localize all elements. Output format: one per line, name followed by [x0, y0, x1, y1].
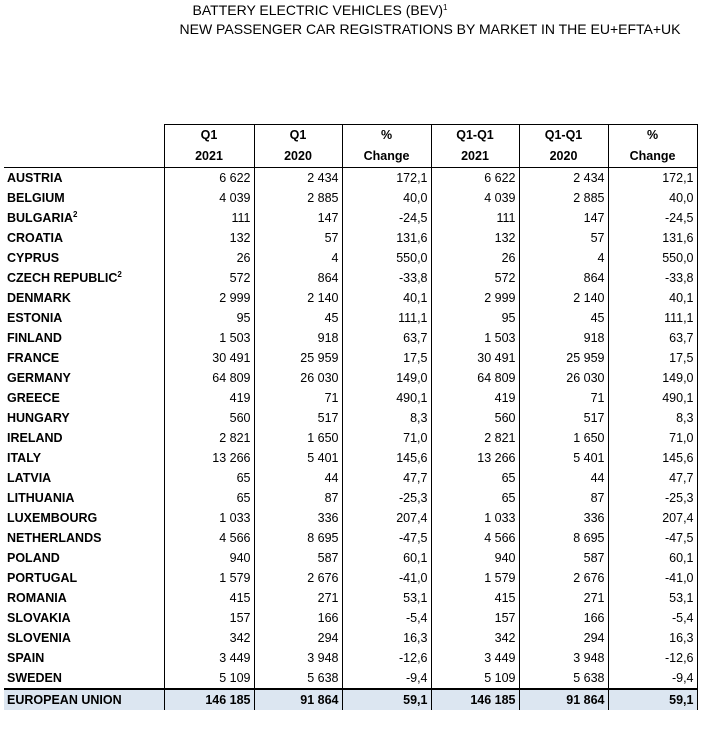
value-cell: 71,0: [608, 428, 697, 448]
value-cell: 336: [519, 508, 608, 528]
country-cell: [4, 668, 164, 689]
value-cell: 415: [164, 588, 254, 608]
value-cell: 560: [431, 408, 519, 428]
col-header-bottom: 2020: [254, 146, 342, 168]
value-cell: 419: [431, 388, 519, 408]
value-cell: 3 948: [519, 648, 608, 668]
value-cell: 2 999: [164, 288, 254, 308]
country-name: IRELAND: [7, 431, 63, 445]
value-cell: 40,0: [342, 188, 431, 208]
value-cell: 2 821: [431, 428, 519, 448]
table-row: [4, 668, 697, 689]
country-cell: [4, 208, 164, 228]
table-row: [4, 648, 697, 668]
country-name: EUROPEAN UNION: [7, 693, 122, 707]
value-cell: 60,1: [608, 548, 697, 568]
value-cell: 336: [254, 508, 342, 528]
col-header-bottom: Change: [608, 146, 697, 168]
table-row: [4, 208, 697, 228]
country-cell: [4, 368, 164, 388]
value-cell: 65: [431, 488, 519, 508]
table-row: [4, 628, 697, 648]
value-cell: 44: [519, 468, 608, 488]
table-row: [4, 368, 697, 388]
value-cell: 44: [254, 468, 342, 488]
value-cell: 64 809: [164, 368, 254, 388]
country-cell: [4, 328, 164, 348]
value-cell: -5,4: [342, 608, 431, 628]
value-cell: 6 622: [164, 168, 254, 189]
value-cell: 4 566: [164, 528, 254, 548]
country-cell: [4, 508, 164, 528]
country-cell: [4, 288, 164, 308]
value-cell: 30 491: [164, 348, 254, 368]
country-name: NETHERLANDS: [7, 531, 102, 545]
country-name: AUSTRIA: [7, 171, 63, 185]
value-cell: 91 864: [254, 689, 342, 710]
table-row: [4, 608, 697, 628]
value-cell: 111,1: [342, 308, 431, 328]
country-cell: [4, 168, 164, 189]
value-cell: 40,1: [342, 288, 431, 308]
header-blank: [4, 125, 164, 147]
value-cell: 26: [164, 248, 254, 268]
value-cell: 16,3: [342, 628, 431, 648]
value-cell: 145,6: [608, 448, 697, 468]
value-cell: 550,0: [342, 248, 431, 268]
value-cell: 26 030: [254, 368, 342, 388]
country-name: GREECE: [7, 391, 60, 405]
value-cell: 40,1: [608, 288, 697, 308]
country-name: BELGIUM: [7, 191, 65, 205]
value-cell: 111: [164, 208, 254, 228]
value-cell: 517: [519, 408, 608, 428]
title-footnote-mark: 1: [443, 3, 448, 12]
country-name: LITHUANIA: [7, 491, 75, 505]
country-cell: [4, 408, 164, 428]
value-cell: 8,3: [608, 408, 697, 428]
value-cell: 59,1: [608, 689, 697, 710]
country-cell: [4, 608, 164, 628]
value-cell: 26 030: [519, 368, 608, 388]
value-cell: 2 140: [519, 288, 608, 308]
country-cell: [4, 388, 164, 408]
value-cell: 47,7: [608, 468, 697, 488]
country-name: DENMARK: [7, 291, 71, 305]
value-cell: 490,1: [342, 388, 431, 408]
value-cell: 111,1: [608, 308, 697, 328]
country-cell: [4, 528, 164, 548]
value-cell: 57: [519, 228, 608, 248]
table-row: [4, 228, 697, 248]
value-cell: 490,1: [608, 388, 697, 408]
value-cell: 63,7: [608, 328, 697, 348]
value-cell: 13 266: [164, 448, 254, 468]
value-cell: 2 821: [164, 428, 254, 448]
col-header-bottom: 2021: [164, 146, 254, 168]
value-cell: 131,6: [608, 228, 697, 248]
table-row: [4, 488, 697, 508]
value-cell: 25 959: [519, 348, 608, 368]
footnote-mark: 2: [117, 270, 122, 279]
value-cell: 572: [431, 268, 519, 288]
country-name: LUXEMBOURG: [7, 511, 98, 525]
table-row: [4, 408, 697, 428]
country-cell: [4, 568, 164, 588]
table-row: [4, 568, 697, 588]
value-cell: 166: [254, 608, 342, 628]
country-name: SLOVENIA: [7, 631, 71, 645]
table-row: [4, 268, 697, 288]
value-cell: 17,5: [342, 348, 431, 368]
value-cell: 59,1: [342, 689, 431, 710]
value-cell: 587: [519, 548, 608, 568]
country-name: GERMANY: [7, 371, 71, 385]
value-cell: 864: [519, 268, 608, 288]
value-cell: 1 503: [431, 328, 519, 348]
value-cell: 40,0: [608, 188, 697, 208]
title-line-1: [90, 2, 550, 18]
value-cell: 71,0: [342, 428, 431, 448]
country-name: PORTUGAL: [7, 571, 78, 585]
value-cell: 342: [431, 628, 519, 648]
value-cell: 1 033: [431, 508, 519, 528]
value-cell: -9,4: [608, 668, 697, 689]
value-cell: -41,0: [608, 568, 697, 588]
value-cell: 271: [254, 588, 342, 608]
value-cell: 8 695: [254, 528, 342, 548]
value-cell: 5 638: [254, 668, 342, 689]
value-cell: 560: [164, 408, 254, 428]
value-cell: 918: [519, 328, 608, 348]
value-cell: 4 039: [164, 188, 254, 208]
table-row: [4, 528, 697, 548]
value-cell: 2 885: [254, 188, 342, 208]
value-cell: 1 033: [164, 508, 254, 528]
value-cell: 132: [164, 228, 254, 248]
value-cell: -12,6: [608, 648, 697, 668]
value-cell: 146 185: [164, 689, 254, 710]
value-cell: 71: [519, 388, 608, 408]
country-name: SPAIN: [7, 651, 45, 665]
country-name: ITALY: [7, 451, 42, 465]
col-header-top: Q1: [254, 125, 342, 147]
value-cell: 415: [431, 588, 519, 608]
value-cell: -24,5: [342, 208, 431, 228]
country-name: SLOVAKIA: [7, 611, 71, 625]
value-cell: 6 622: [431, 168, 519, 189]
value-cell: 111: [431, 208, 519, 228]
value-cell: 4 039: [431, 188, 519, 208]
col-header-top: %: [608, 125, 697, 147]
country-cell: [4, 188, 164, 208]
footnote-mark: 2: [72, 210, 78, 219]
value-cell: 1 503: [164, 328, 254, 348]
col-header-bottom: 2020: [519, 146, 608, 168]
value-cell: 60,1: [342, 548, 431, 568]
value-cell: 2 140: [254, 288, 342, 308]
title-line-2: NEW PASSENGER CAR REGISTRATIONS BY MARKET IN THE EU+EFTA+UK: [179, 21, 681, 37]
value-cell: -25,3: [608, 488, 697, 508]
value-cell: 918: [254, 328, 342, 348]
value-cell: 207,4: [342, 508, 431, 528]
value-cell: 207,4: [608, 508, 697, 528]
value-cell: 2 885: [519, 188, 608, 208]
value-cell: -12,6: [342, 648, 431, 668]
value-cell: 5 109: [164, 668, 254, 689]
value-cell: 294: [254, 628, 342, 648]
value-cell: 3 449: [431, 648, 519, 668]
value-cell: 4: [254, 248, 342, 268]
header-row-top: [4, 125, 697, 147]
table-row: [4, 468, 697, 488]
value-cell: 53,1: [342, 588, 431, 608]
value-cell: 147: [254, 208, 342, 228]
value-cell: 2 999: [431, 288, 519, 308]
country-cell: [4, 308, 164, 328]
value-cell: 572: [164, 268, 254, 288]
value-cell: 149,0: [608, 368, 697, 388]
value-cell: 95: [431, 308, 519, 328]
value-cell: 87: [519, 488, 608, 508]
country-name: POLAND: [7, 551, 60, 565]
table-row: [4, 288, 697, 308]
table-row: [4, 308, 697, 328]
country-cell: [4, 448, 164, 468]
country-cell: [4, 689, 164, 710]
value-cell: 45: [254, 308, 342, 328]
value-cell: 940: [431, 548, 519, 568]
value-cell: -47,5: [608, 528, 697, 548]
table-row: [4, 188, 697, 208]
country-cell: [4, 488, 164, 508]
value-cell: 1 650: [519, 428, 608, 448]
table-row: [4, 328, 697, 348]
value-cell: 517: [254, 408, 342, 428]
country-cell: [4, 248, 164, 268]
value-cell: 87: [254, 488, 342, 508]
value-cell: 132: [431, 228, 519, 248]
country-name: ROMANIA: [7, 591, 67, 605]
value-cell: 864: [254, 268, 342, 288]
value-cell: 63,7: [342, 328, 431, 348]
value-cell: 5 401: [254, 448, 342, 468]
col-header-top: Q1-Q1: [431, 125, 519, 147]
value-cell: 65: [164, 468, 254, 488]
value-cell: 8,3: [342, 408, 431, 428]
total-row: [4, 689, 697, 710]
value-cell: 71: [254, 388, 342, 408]
country-cell: [4, 428, 164, 448]
value-cell: 1 650: [254, 428, 342, 448]
value-cell: 172,1: [342, 168, 431, 189]
table-row: [4, 508, 697, 528]
value-cell: 587: [254, 548, 342, 568]
country-name: HUNGARY: [7, 411, 70, 425]
country-cell: [4, 348, 164, 368]
value-cell: 342: [164, 628, 254, 648]
value-cell: 166: [519, 608, 608, 628]
value-cell: 57: [254, 228, 342, 248]
value-cell: -41,0: [342, 568, 431, 588]
value-cell: 1 579: [164, 568, 254, 588]
value-cell: -47,5: [342, 528, 431, 548]
country-name: CZECH REPUBLIC: [7, 271, 118, 285]
table-row: [4, 588, 697, 608]
country-name: ESTONIA: [7, 311, 63, 325]
value-cell: 26: [431, 248, 519, 268]
value-cell: 5 109: [431, 668, 519, 689]
country-name: LATVIA: [7, 471, 52, 485]
table-body: [4, 168, 697, 711]
header-blank: [4, 146, 164, 168]
value-cell: 5 401: [519, 448, 608, 468]
col-header-top: %: [342, 125, 431, 147]
country-name: FINLAND: [7, 331, 62, 345]
value-cell: -25,3: [342, 488, 431, 508]
country-cell: [4, 628, 164, 648]
country-name: FRANCE: [7, 351, 60, 365]
country-cell: [4, 548, 164, 568]
country-name: CYPRUS: [7, 251, 60, 265]
country-cell: [4, 468, 164, 488]
table-row: [4, 348, 697, 368]
value-cell: 2 434: [519, 168, 608, 189]
value-cell: 64 809: [431, 368, 519, 388]
value-cell: 131,6: [342, 228, 431, 248]
value-cell: -33,8: [342, 268, 431, 288]
value-cell: 294: [519, 628, 608, 648]
country-cell: [4, 228, 164, 248]
value-cell: 157: [431, 608, 519, 628]
country-cell: [4, 588, 164, 608]
country-cell: [4, 268, 164, 288]
value-cell: 147: [519, 208, 608, 228]
table-row: [4, 548, 697, 568]
col-header-bottom: 2021: [431, 146, 519, 168]
value-cell: 145,6: [342, 448, 431, 468]
table-row: [4, 248, 697, 268]
table-row: [4, 448, 697, 468]
value-cell: 4: [519, 248, 608, 268]
value-cell: 157: [164, 608, 254, 628]
value-cell: -9,4: [342, 668, 431, 689]
value-cell: 16,3: [608, 628, 697, 648]
value-cell: 30 491: [431, 348, 519, 368]
registrations-table: [4, 124, 698, 710]
value-cell: 2 676: [519, 568, 608, 588]
value-cell: -24,5: [608, 208, 697, 228]
table-row: [4, 428, 697, 448]
value-cell: 172,1: [608, 168, 697, 189]
value-cell: 47,7: [342, 468, 431, 488]
value-cell: 53,1: [608, 588, 697, 608]
value-cell: 25 959: [254, 348, 342, 368]
col-header-top: Q1-Q1: [519, 125, 608, 147]
col-header-top: Q1: [164, 125, 254, 147]
value-cell: 271: [519, 588, 608, 608]
value-cell: 3 948: [254, 648, 342, 668]
value-cell: 419: [164, 388, 254, 408]
value-cell: 95: [164, 308, 254, 328]
value-cell: 65: [164, 488, 254, 508]
value-cell: 146 185: [431, 689, 519, 710]
value-cell: 2 676: [254, 568, 342, 588]
value-cell: 2 434: [254, 168, 342, 189]
title-text: BATTERY ELECTRIC VEHICLES (BEV): [192, 2, 444, 18]
value-cell: 91 864: [519, 689, 608, 710]
value-cell: 550,0: [608, 248, 697, 268]
country-cell: [4, 648, 164, 668]
value-cell: 17,5: [608, 348, 697, 368]
value-cell: -33,8: [608, 268, 697, 288]
country-name: CROATIA: [7, 231, 64, 245]
table-row: [4, 168, 697, 189]
country-name: BULGARIA: [7, 211, 73, 225]
value-cell: 13 266: [431, 448, 519, 468]
value-cell: 149,0: [342, 368, 431, 388]
country-name: SWEDEN: [7, 671, 62, 685]
value-cell: -5,4: [608, 608, 697, 628]
value-cell: 65: [431, 468, 519, 488]
header-row-bottom: [4, 146, 697, 168]
value-cell: 1 579: [431, 568, 519, 588]
value-cell: 5 638: [519, 668, 608, 689]
value-cell: 45: [519, 308, 608, 328]
col-header-bottom: Change: [342, 146, 431, 168]
value-cell: 4 566: [431, 528, 519, 548]
value-cell: 8 695: [519, 528, 608, 548]
value-cell: 940: [164, 548, 254, 568]
value-cell: 3 449: [164, 648, 254, 668]
table-row: [4, 388, 697, 408]
